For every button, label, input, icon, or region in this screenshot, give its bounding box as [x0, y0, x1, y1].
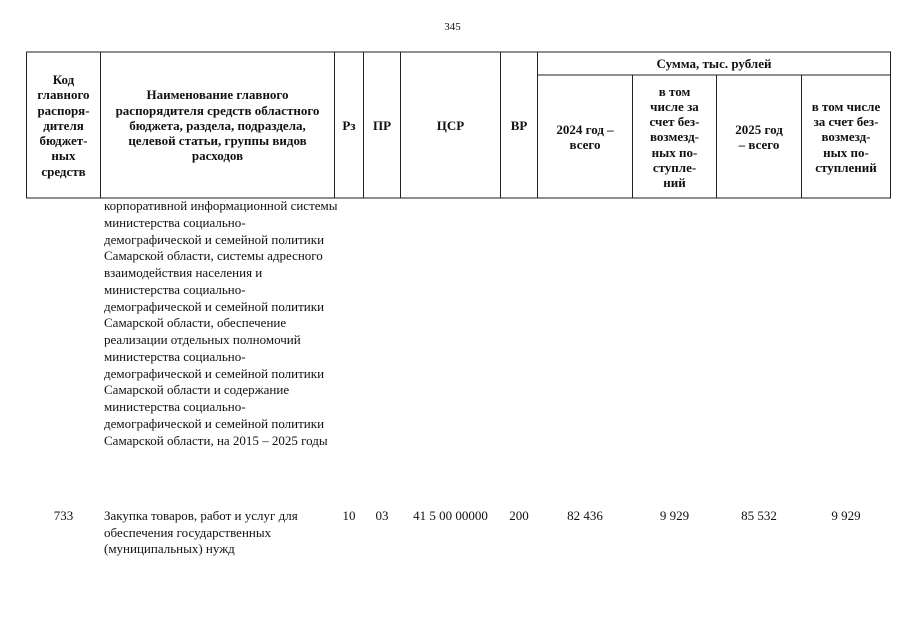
header-2025-grants: в том числе за счет без-возмезд-ных по-ступлений — [811, 98, 881, 175]
header-sum-title: Сумма, тыс. рублей — [656, 56, 772, 72]
header-code: Код главного распоря-дителя бюджет-ных средств — [37, 72, 90, 179]
header-2024-total: 2024 год – всего — [556, 121, 614, 152]
header-vr: ВР — [510, 117, 528, 133]
header-rz: Рз — [342, 117, 356, 133]
row-2024-total: 82 436 — [567, 508, 603, 523]
row-2024-grants: 9 929 — [659, 508, 690, 523]
header-2025-total: 2025 год – всего — [735, 121, 783, 152]
header-name: Наименование главного распорядителя средств областного бюджета, раздела, подраздела, целевой статьи, группы видов расходов — [115, 87, 320, 164]
continued-description: корпоративной информационной системы министерства социально-демографической и семейной политики Самарской области, системы адресного взаимодействия населения и министерства социально-демографической и семейной политики Самарской области, обеспечение реализации отдельных полномочий министерства социально-демографической и семейной политики Самарской области и содержание министерства социально-демографической и семейной политики Самарской области, на 2015 – 2025 годы — [104, 198, 338, 448]
header-pr: ПР — [372, 117, 392, 133]
row-2025-total: 85 532 — [741, 508, 777, 523]
header-csr: ЦСР — [436, 117, 465, 133]
row-2025-grants: 9 929 — [831, 508, 861, 523]
header-2024-grants: в том числе за счет без-возмезд-ных по-ступле-ний — [649, 83, 700, 190]
row-vr: 200 — [509, 508, 529, 523]
row-csr: 41 5 00 00000 — [413, 508, 488, 523]
row-name: Закупка товаров, работ и услуг для обеспечения государственных (муниципальных) нужд — [104, 508, 298, 557]
row-rz: 10 — [342, 508, 356, 523]
row-pr: 03 — [375, 508, 389, 523]
page-number: 345 — [444, 21, 461, 33]
row-code: 733 — [53, 508, 74, 523]
